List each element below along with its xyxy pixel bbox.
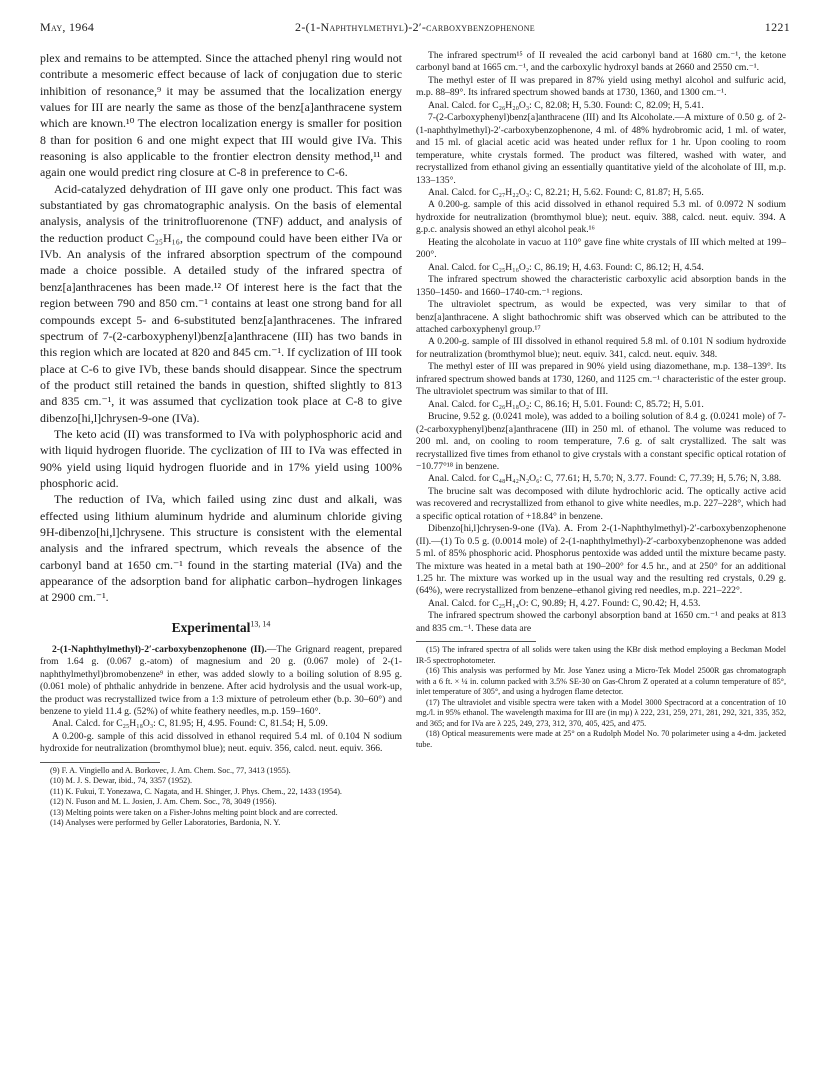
compound-heading: 2-(1-Naphthylmethyl)-2′-carboxybenzophenone (II). xyxy=(52,643,267,655)
paragraph: Dibenzo[hi,l]chrysen-9-one (IVa). A. From 2-(1-Naphthylmethyl)-2′-carboxybenzophenone (II).—(1) To 0.5 g. (0.0014 mole) of 2-(1-naphthylmethyl)-2′-carboxybenzophenone was added 5 ml. of 85% phosphoric acid. Phosphorus pentoxide was added until the mixture became pasty. The mixture was heated in a metal bath at 190–200° for 4.5 hr., and at 250° for an additional 1.25 hr. The mixture was worked up in the usual way and the resulting red crystals, 0.29 g. (64%), were recrystallized from benzene–ethanol giving red needles, m.p. 221–222°. xyxy=(416,523,786,597)
footnote: (10) M. J. S. Dewar, ibid., 74, 3357 (1952). xyxy=(50,776,193,786)
footnote: (11) K. Fukui, T. Yonezawa, C. Nagata, and H. Shinger, J. Phys. Chem., 22, 1433 (1954). xyxy=(50,786,342,796)
experimental-footnote-ref: 13, 14 xyxy=(250,619,271,629)
paragraph: A 0.200-g. sample of this acid dissolved in ethanol required 5.3 ml. of 0.0972 N sodium hydroxide for neutralization (bromthymol blue); neut. equiv. 388, calcd. neut. equiv. 394. A g.p.c. analysis showed an ethyl alcohol peak.¹⁶ xyxy=(416,199,786,236)
paragraph: plex and remains to be attempted. Since the attached phenyl ring would not contribute a mesomeric effect because of lack of conjugation due to steric inhibition of resonance,⁹ it may be assumed that the localization energy values for III are nearly the same as those of the benz[a]anthracene system which are known.¹⁰ The electron localization energy is smaller for position 8 than for position 6 and one might expect that III would give IVa. This reasoning is also applicable to the frontier electron density method,¹¹ and again one would predict ring closure at C-8 in preference to C-6. xyxy=(40,51,402,180)
analysis-line: Anal. Calcd. for C₂₇H₂₂O₃: C, 82.21; H, 5.62. Found: C, 81.87; H, 5.65. xyxy=(428,186,704,198)
procedure-paragraph xyxy=(40,644,402,719)
footnote: (13) Melting points were taken on a Fisher-Johns melting point block and are corrected. xyxy=(50,807,338,817)
footnotes-left xyxy=(40,766,402,829)
page-number: 1221 xyxy=(764,20,790,34)
right-column xyxy=(416,50,786,750)
experimental-text xyxy=(40,644,402,756)
footnote: (17) The ultraviolet and visible spectra were taken with a Model 3000 Spectracord at a concentration of 10 mg./l. in 95% ethanol. The wavelength maxima for III are (in mμ) λ 222, 231, 259, 271, 281, 292, 321, 335, 352, and 365; and for IVa are λ 225, 249, 273, 312, 370, 405, 425, and 475. xyxy=(416,697,786,728)
header-date: May, 1964 xyxy=(40,20,95,34)
paragraph: The infrared spectrum showed the characteristic carboxylic acid absorption bands in the 1350–1450- and 1660–1740-cm.⁻¹ regions. xyxy=(416,274,786,298)
paragraph: The infrared spectrum¹⁵ of II revealed the acid carbonyl band at 1680 cm.⁻¹, the ketone carbonyl band at 1665 cm.⁻¹, and the carboxylic hydroxyl bands at 2660 and 2550 cm.⁻¹. xyxy=(416,50,786,74)
experimental-heading xyxy=(40,620,402,636)
footnote-rule xyxy=(40,762,160,763)
analysis-line: Anal. Calcd. for C₂₅H₁₄O: C, 90.89; H, 4.27. Found: C, 90.42; H, 4.53. xyxy=(428,597,701,609)
footnote: (9) F. A. Vingiello and A. Borkovec, J. Am. Chem. Soc., 77, 3413 (1955). xyxy=(50,765,291,775)
procedure-text: —The Grignard reagent, prepared from 1.64 g. (0.067 g.-atom) of magnesium and 20 g. (0.067 mole) of 2-(1-naphthylmethyl)bromobenzene⁹ in ether, was added slowly to a boiling solution of 8.95 g. (0.061 mole) of phthalic anhydride in benzene. After acid hydrolysis and the usual work-up, the product was recrystallized twice from a 1:3 mixture of petroleum ether (b.p. 30–60°) and benzene to yield 11.4 g. (52%) of white feathery needles, m.p. 159–160°. xyxy=(40,643,402,717)
paragraph: The infrared spectrum showed the carbonyl absorption band at 1650 cm.⁻¹ and peaks at 813 and 835 cm.⁻¹. These data are xyxy=(416,610,786,634)
discussion-text xyxy=(40,50,402,606)
paragraph: A 0.200-g. sample of this acid dissolved in ethanol required 5.4 ml. of 0.104 N sodium hydroxide for neutralization (bromthymol blue); neut. equiv. 356, calcd. neut. equiv. 366. xyxy=(40,730,402,755)
footnote: (12) N. Fuson and M. L. Josien, J. Am. Chem. Soc., 78, 3049 (1956). xyxy=(50,797,277,807)
footnote: (15) The infrared spectra of all solids were taken using the KBr disk method employing a Beckman Model IR-5 spectrophotometer. xyxy=(416,645,786,665)
paragraph: The keto acid (II) was transformed to IVa with polyphosphoric acid and with liquid hydrogen fluoride. The cyclization of III to IVa was effected in 90% yield using liquid hydrogen fluoride and in 17% yield using 100% phosphoric acid. xyxy=(40,426,402,490)
experimental-title-text: Experimental xyxy=(171,619,251,635)
footnote-rule xyxy=(416,641,536,642)
paragraph: The methyl ester of III was prepared in 90% yield using diazomethane, m.p. 138–139°. Its infrared spectrum showed bands at 1730, 1260, and 1125 cm.⁻¹ characteristic of the ester group. The ultraviolet spectrum was similar to that of III. xyxy=(416,361,786,398)
paragraph: 7-(2-Carboxyphenyl)benz[a]anthracene (III) and Its Alcoholate.—A mixture of 0.50 g. of 2-(1-naphthylmethyl)-2′-carboxybenzophenone, 4 ml. of 48% hydrobromic acid, 1 ml. of water, and 15 ml. of glacial acetic acid was heated under reflux for 1 hr. Upon cooling to room temperature, white crystals formed. The product was filtered, washed with water, and recrystallized from ethanol giving an essentially quantitative yield of the alcoholate of III, m.p. 133–135°. xyxy=(416,112,786,186)
analysis-line: Anal. Calcd. for C₄₈H₄₂N₂O₆: C, 77.61; H, 5.70; N, 3.77. Found: C, 77.39; H, 5.76; N, 3.88. xyxy=(428,473,782,485)
page-header xyxy=(40,20,790,40)
footnotes-right xyxy=(416,645,786,750)
experimental-text-continued xyxy=(416,50,786,635)
footnote: (18) Optical measurements were made at 25° on a Rudolph Model No. 70 polarimeter using a 4-dm. jacketed tube. xyxy=(416,729,786,749)
analysis-line: Anal. Calcd. for C₂₆H₂₀O₃: C, 82.08; H, 5.30. Found: C, 82.09; H, 5.41. xyxy=(428,99,704,111)
analysis-line: Anal. Calcd. for C₂₅H₁₆O₂: C, 86.19; H, 4.63. Found: C, 86.12; H, 4.54. xyxy=(428,261,704,273)
header-running-title: 2-(1-Naphthylmethyl)-2′-carboxybenzophenone xyxy=(295,20,535,34)
paragraph: Brucine, 9.52 g. (0.0241 mole), was added to a boiling solution of 8.4 g. (0.0241 mole) of 7-(2-carboxyphenyl)benz[a]anthracene (III) in 250 ml. of ethanol. The volume was reduced to 200 ml. and, on cooling to room temperature, 7.6 g. of salt crystallized. The salt was recrystallized five times from ethanol to give crystals with a constant specific optical rotation of −10.77°¹⁸ in benzene. xyxy=(416,411,786,472)
analysis-line: Anal. Calcd. for C₂₆H₁₈O₂: C, 86.16; H, 5.01. Found: C, 85.72; H, 5.01. xyxy=(428,398,704,410)
paragraph: The ultraviolet spectrum, as would be expected, was very similar to that of benz[a]anthracene. A slight bathochromic shift was observed which can be attributed to the attached carboxyphenyl group.¹⁷ xyxy=(416,299,786,335)
footnote: (16) This analysis was performed by Mr. Jose Yanez using a Micro-Tek Model 2500R gas chromatograph with a 6 ft. × ¼ in. column packed with 3.5% SE-30 on Gas-Chrom Z operated at a column temperature of 85°, inlet temperature of 305°, and using a hydrogen flame detector. xyxy=(416,666,786,697)
left-column xyxy=(40,50,402,829)
paragraph: The reduction of IVa, which failed using zinc dust and alkali, was effected using lithium aluminum hydride and aluminum chloride giving 9H-dibenzo[hi,l]chrysene. This structure is consistent with the elemental analysis and the infrared spectrum, which reveals the absence of the carbonyl band at 1650 cm.⁻¹ found in the starting material (IVa) and the appearance of the adsorption band for aliphatic carbon–hydrogen linkages at 2900 cm.⁻¹. xyxy=(40,492,402,605)
paragraph: Acid-catalyzed dehydration of III gave only one product. This fact was substantiated by gas chromatographic analysis. On the basis of elemental analysis, analysis of the trinitrofluorenone (TNF) adduct, and analysis of the reduction product C₂₅H₁₆, the compound could have been either IVa or IVb. An analysis of the infrared absorption spectrum of the compound made a choice possible. A detailed study of the infrared spectra of benz[a]anthracenes has been made.¹² Of interest here is the fact that the region between 790 and 850 cm.⁻¹ contains at least one strong band for all compounds except 5- and 6-substituted benz[a]anthracenes. The infrared spectrum of 7-(2-carboxyphenyl)benz[a]anthracene (III) has two bands in this region which are located at 820 and 845 cm.⁻¹. If cyclization of III took place at C-6 to give IVb, these bands should disappear. Since the spectrum of the product still retained the bands in question, shifted slightly to 813 and 835 cm.⁻¹, it was assumed that cyclization took place at C-8 to give dibenzo[hi,l]chrysen-9-one (IVa). xyxy=(40,181,402,425)
paragraph: The methyl ester of II was prepared in 87% yield using methyl alcohol and sulfuric acid, m.p. 88–89°. Its infrared spectrum showed bands at 1730, 1360, and 1300 cm.⁻¹. xyxy=(416,74,786,99)
paragraph: The brucine salt was decomposed with dilute hydrochloric acid. The optically active acid was recovered and recrystallized from ethanol to give white needles, m.p. 227–228°, which had a specific optical rotation of +18.84° in benzene. xyxy=(416,485,786,522)
analysis-line: Anal. Calcd. for C₂₅H₁₈O₃: C, 81.95; H, 4.95. Found: C, 81.54; H, 5.09. xyxy=(52,718,328,730)
paragraph: A 0.200-g. sample of III dissolved in ethanol required 5.8 ml. of 0.101 N sodium hydroxide for neutralization (bromthymol blue); neut. equiv. 341, calcd. neut. equiv. 348. xyxy=(416,336,786,360)
paragraph: Heating the alcoholate in vacuo at 110° gave fine white crystals of III which melted at 199–200°. xyxy=(416,236,786,261)
footnote: (14) Analyses were performed by Geller Laboratories, Bardonia, N. Y. xyxy=(50,818,281,828)
